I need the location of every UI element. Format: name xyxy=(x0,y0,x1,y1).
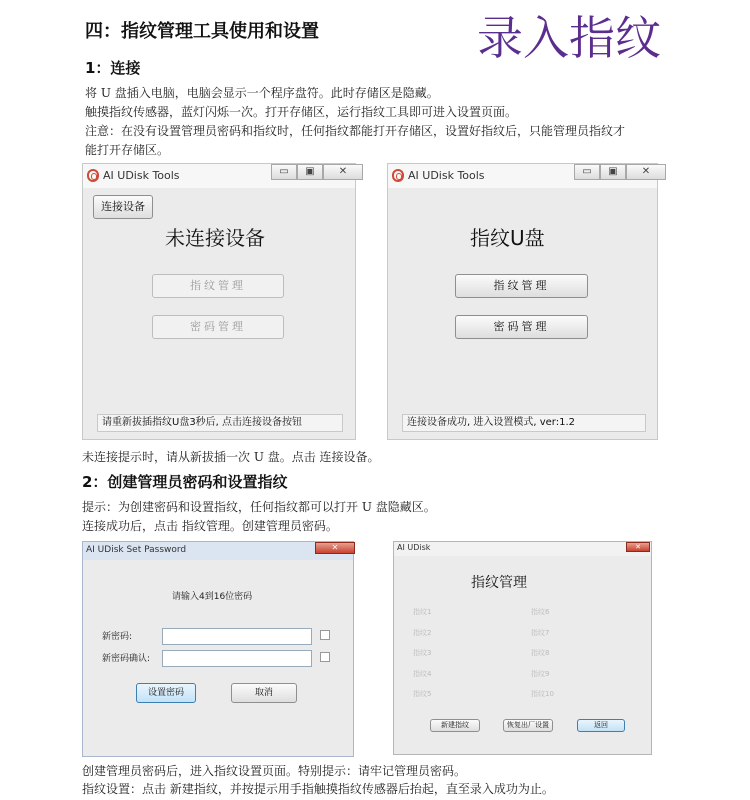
password-manage-button[interactable]: 密码管理 xyxy=(455,315,588,339)
fingerprint-slot[interactable]: 指纹6 xyxy=(531,608,550,616)
fingerprint-slot[interactable]: 指纹10 xyxy=(531,690,554,698)
minimize-icon[interactable]: ▭ xyxy=(271,164,297,180)
section1-title: 1：连接 xyxy=(85,59,141,77)
window-titlebar xyxy=(83,164,355,188)
window-set-password xyxy=(82,541,354,757)
close-icon[interactable]: ✕ xyxy=(626,542,650,552)
window-titlebar xyxy=(394,542,651,556)
window-titlebar xyxy=(83,542,353,560)
fingerprint-slot[interactable]: 指纹1 xyxy=(413,608,432,616)
window-not-connected xyxy=(82,163,356,440)
minimize-icon[interactable]: ▭ xyxy=(574,164,600,180)
set-password-button[interactable]: 设置密码 xyxy=(136,683,196,703)
window-title: AI UDisk Tools xyxy=(408,169,485,182)
fingerprint-slot[interactable]: 指纹8 xyxy=(531,649,550,657)
window-fingerprint-manage xyxy=(393,541,652,755)
section1-line: 能打开存储区。 xyxy=(85,143,170,157)
close-icon[interactable]: ✕ xyxy=(626,164,666,180)
maximize-icon[interactable]: ▣ xyxy=(297,164,323,180)
window-title: AI UDisk xyxy=(397,543,431,552)
footer-line: 创建管理员密码后，进入指纹设置页面。特别提示：请牢记管理员密码。 xyxy=(82,764,467,778)
fingerprint-slot[interactable]: 指纹4 xyxy=(413,670,432,678)
connection-status-text: 未连接设备 xyxy=(165,226,265,250)
fingerprint-slot[interactable]: 指纹2 xyxy=(413,629,432,637)
page-heading: 四：指纹管理工具使用和设置 xyxy=(85,21,319,42)
factory-reset-button[interactable]: 恢复出厂设置 xyxy=(503,719,553,732)
cancel-button[interactable]: 取消 xyxy=(231,683,297,703)
window-title: AI UDisk Set Password xyxy=(86,545,187,555)
show-confirm-checkbox[interactable] xyxy=(320,652,330,662)
connect-device-button[interactable]: 连接设备 xyxy=(93,195,153,219)
password-prompt: 请输入4到16位密码 xyxy=(172,592,253,602)
window-title: AI UDisk Tools xyxy=(103,169,180,182)
fingerprint-icon xyxy=(87,169,99,182)
new-fingerprint-button[interactable]: 新建指纹 xyxy=(430,719,480,732)
fingerprint-slot[interactable]: 指纹3 xyxy=(413,649,432,657)
status-bar: 连接设备成功, 进入设置模式, ver:1.2 xyxy=(402,414,646,432)
fingerprint-slot[interactable]: 指纹9 xyxy=(531,670,550,678)
section1-line: 注意：在没有设置管理员密码和指纹时，任何指纹都能打开存储区，设置好指纹后，只能管理员指纹才 xyxy=(85,124,626,138)
banner-title: 录入指纹 xyxy=(477,11,661,65)
fingerprint-slot[interactable]: 指纹5 xyxy=(413,690,432,698)
maximize-icon[interactable]: ▣ xyxy=(600,164,626,180)
window-connected xyxy=(387,163,658,440)
fingerprint-slot[interactable]: 指纹7 xyxy=(531,629,550,637)
close-icon[interactable]: ✕ xyxy=(323,164,363,180)
close-icon[interactable]: ✕ xyxy=(315,542,355,554)
new-password-field[interactable] xyxy=(162,628,312,645)
section1-line: 将 U 盘插入电脑，电脑会显示一个程序盘符。此时存储区是隐藏。 xyxy=(85,86,439,100)
password-manage-button[interactable]: 密码管理 xyxy=(152,315,284,339)
window-titlebar xyxy=(388,164,657,188)
confirm-password-label: 新密码确认: xyxy=(102,654,151,664)
connection-status-text: 指纹U盘 xyxy=(470,226,545,250)
back-button[interactable]: 返回 xyxy=(577,719,625,732)
status-bar: 请重新拔插指纹U盘3秒后, 点击连接设备按钮 xyxy=(97,414,343,432)
show-password-checkbox[interactable] xyxy=(320,630,330,640)
new-password-label: 新密码: xyxy=(102,632,133,642)
fingerprint-manage-button[interactable]: 指纹管理 xyxy=(455,274,588,298)
fingerprint-icon xyxy=(392,169,404,182)
section2-line: 连接成功后，点击 指纹管理。创建管理员密码。 xyxy=(82,519,338,533)
fingerprint-manage-button[interactable]: 指纹管理 xyxy=(152,274,284,298)
confirm-password-field[interactable] xyxy=(162,650,312,667)
footer-line: 指纹设置：点击 新建指纹，并按提示用手指触摸指纹传感器后抬起，直至录入成功为止。 xyxy=(82,782,554,796)
section2-line: 提示：为创建密码和设置指纹，任何指纹都可以打开 U 盘隐藏区。 xyxy=(82,500,436,514)
section1-line: 触摸指纹传感器，蓝灯闪烁一次。打开存储区，运行指纹工具即可进入设置页面。 xyxy=(85,105,518,119)
fingerprint-manage-heading: 指纹管理 xyxy=(471,575,527,591)
caption: 未连接提示时，请从新拔插一次 U 盘。点击 连接设备。 xyxy=(82,450,380,464)
section2-title: 2：创建管理员密码和设置指纹 xyxy=(82,473,288,491)
